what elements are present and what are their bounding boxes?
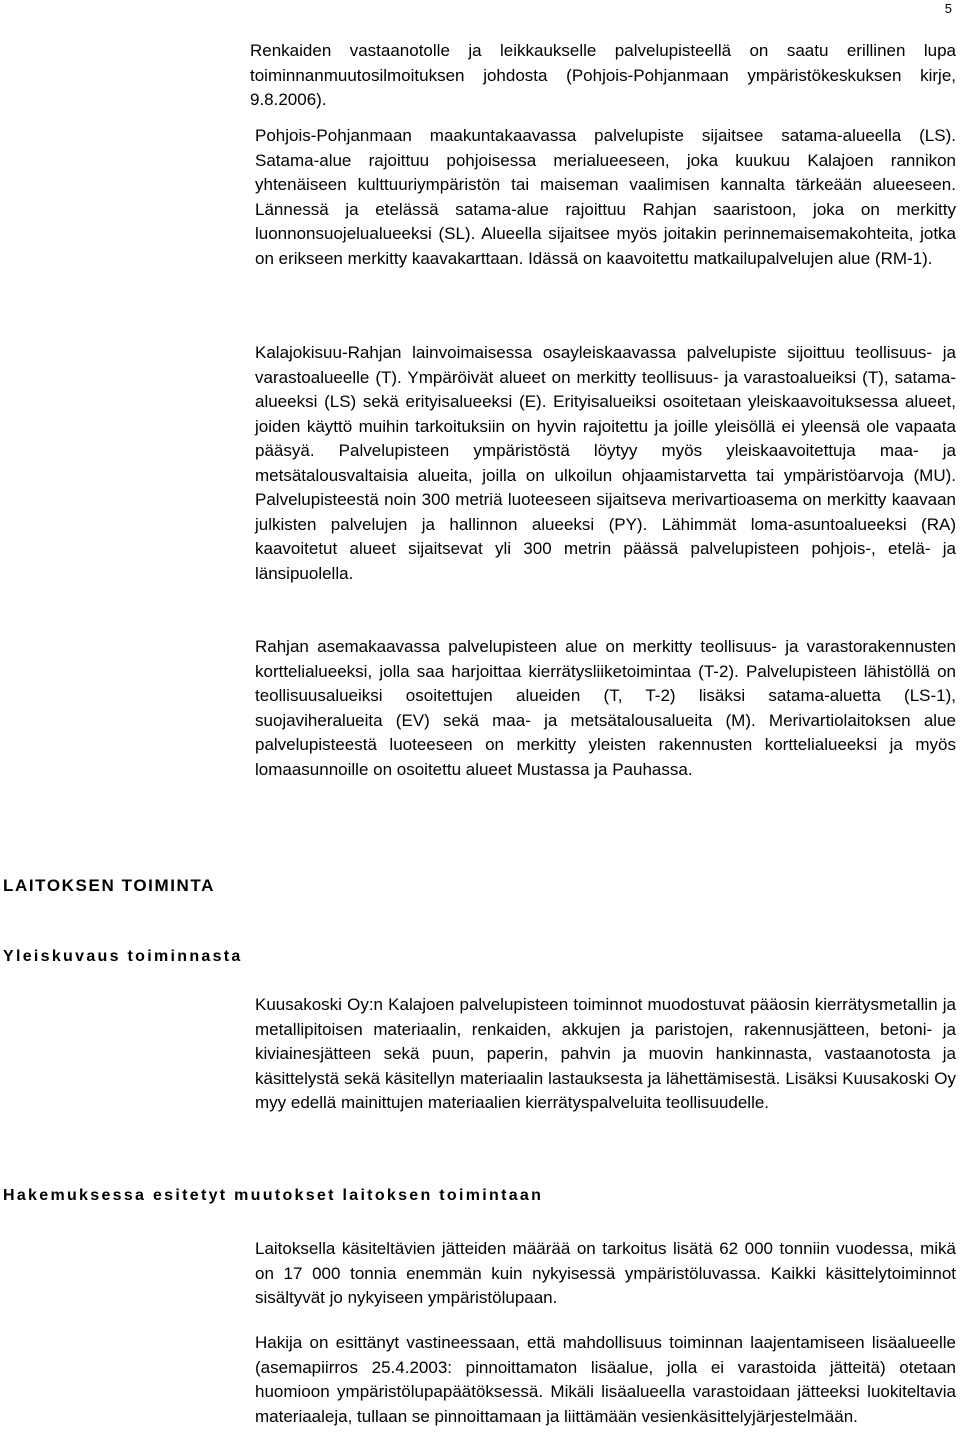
paragraph-changes-amount: Laitoksella käsiteltävien jätteiden määrää on tarkoitus lisätä 62 000 tonniin vuodessa, mikä on 17 000 tonnia enemmän kuin nykyisessä ympäristöluvassa. Kaikki käsittelytoiminnot sisältyvät jo nykyiseen ympäristölupaan. <box>255 1239 956 1307</box>
paragraph-tire-permit: Renkaiden vastaanotolle ja leikkaukselle palvelupisteellä on saatu erillinen lupa toiminnanmuutosilmoituksen johdosta (Pohjois-Pohjanmaan ympäristökeskuksen kirje, 9.8.2006). <box>250 41 956 109</box>
subsection-heading-changes: Hakemuksessa esitetyt muutokset laitoksen toimintaan <box>3 1187 544 1204</box>
page-number: 5 <box>944 1 952 16</box>
paragraph-changes-extension: Hakija on esittänyt vastineessaan, että mahdollisuus toiminnan laajentamiseen lisäalueelle (asemapiirros 25.4.2003: pinnoittamaton lisäalue, jolla ei varastoida jätteitä) otetaan huomioon ympäristölupapäätöksessä. Mikäli lisäalueella varastoidaan jätteeksi luokiteltavia materiaaleja, tullaan se pinnoittamaan ja liittämään vesienkäsittelyjärjestelmään. <box>255 1333 956 1426</box>
paragraph-regional-plan: Pohjois-Pohjanmaan maakuntakaavassa palvelupiste sijaitsee satama-alueella (LS). Satama-alue rajoittuu pohjoisessa merialueeseen, joka kuukuu Kalajoen rannikon yhtenäiseen kulttuuriympäristön tai maiseman vaalimisen kannalta tärkeään alueeseen. Lännessä ja etelässä satama-alue rajoittuu Rahjan saaristoon, joka on merkitty luonnonsuojelualueeksi (SL). Alueella sijaitsee myös joitakin perinnemaisemakohteita, jotka on erikseen merkitty kaavakarttaan. Idässä on kaavoitettu matkailupalvelujen alue (RM-1). <box>255 126 956 268</box>
paragraph-detailed-plan: Rahjan asemakaavassa palvelupisteen alue on merkitty teollisuus- ja varastorakennusten korttelialueeksi, jolla saa harjoittaa kierrätysliiketoimintaa (T-2). Palvelupisteen lähistöllä on teollisuusalueiksi osoitettujen alueiden (T, T-2) lisäksi satama-aluetta (LS-1), suojaviheralueita (EV) sekä maa- ja metsätalousalueita (M). Merivartiolaitoksen alue palvelupisteestä luoteeseen on merkitty yleisten rakennusten korttelialueeksi ja myös lomaasunnoille on osoitettu alueet Mustassa ja Pauhassa. <box>255 637 956 779</box>
section-heading: LAITOKSEN TOIMINTA <box>3 876 216 895</box>
paragraph-master-plan: Kalajokisuu-Rahjan lainvoimaisessa osayleiskaavassa palvelupiste sijoittuu teollisuus- ja varastoalueelle (T). Ympäröivät alueet on merkitty teollisuus- ja varastoalueiksi (T), satama-alueeksi (LS) sekä erityisalueeksi (E). Erityisalueiksi osoitetaan yleiskaavoituksessa alueet, joiden käyttö muihin tarkoituksiin on hyvin rajoitettu ja joille yleisöllä ei yleensä ole vapaata pääsyä. Palvelupisteen ympäristöstä löytyy myös yleiskaavoitettuja maa- ja metsätalousvaltaisia alueita, joilla on ulkoilun ohjaamistarvetta tai ympäristöarvoja (MU). Palvelupisteestä noin 300 metriä luoteeseen sijaitseva merivartioasema on merkitty kaavaan julkisten palvelujen ja hallinnon alueeksi (PY). Lähimmät loma-asuntoalueeksi (RA) kaavoitetut alueet sijaitsevat yli 300 metrin päässä palvelupisteen pohjois-, etelä- ja länsipuolella. <box>255 343 956 583</box>
subsection-heading-overview: Yleiskuvaus toiminnasta <box>3 948 243 965</box>
paragraph-overview: Kuusakoski Oy:n Kalajoen palvelupisteen toiminnot muodostuvat pääosin kierrätysmetallin ja metallipitoisen materiaalin, renkaiden, akkujen ja paristojen, rakennusjätteen, betoni- ja kiviainesjätteen sekä puun, paperin, pahvin ja muovin hankinnasta, vastaanotosta ja käsittelystä sekä käsitellyn materiaalin lastauksesta ja lähettämisestä. Lisäksi Kuusakoski Oy myy edellä mainittujen materiaalien kierrätyspalveluita teollisuudelle. <box>255 995 956 1112</box>
